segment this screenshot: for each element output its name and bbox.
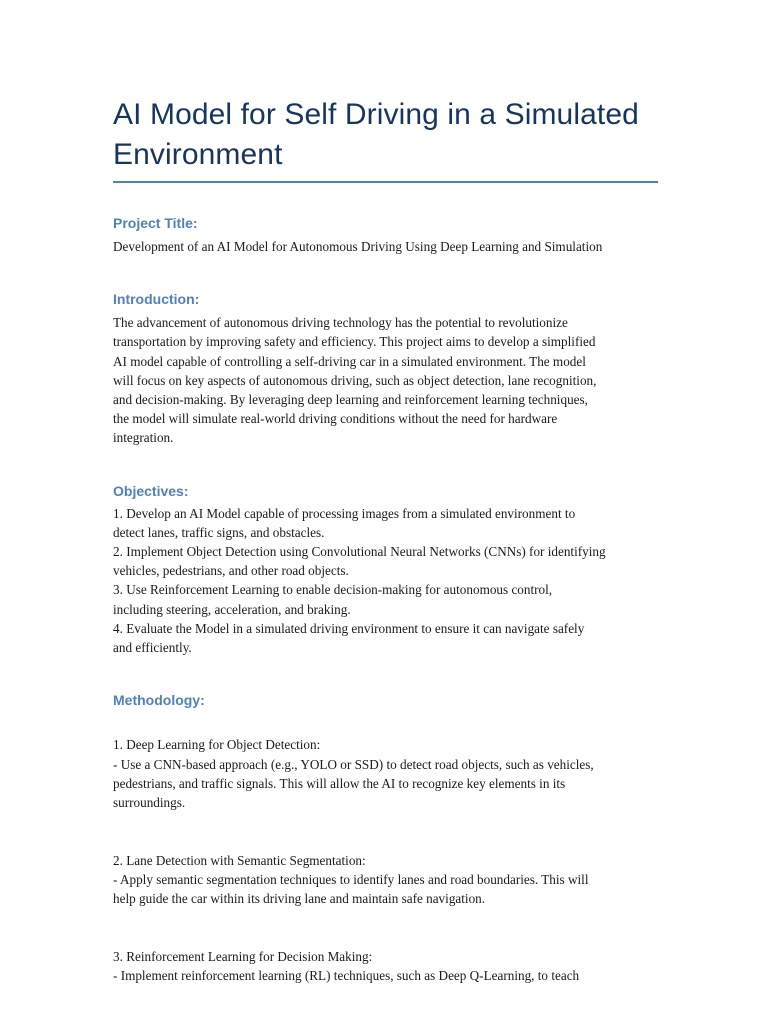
objectives-heading: Objectives: xyxy=(113,482,189,499)
document-page xyxy=(113,95,658,1004)
document-title: AI Model for Self Driving in a Simulated Environment xyxy=(113,98,639,171)
methodology-item: 3. Reinforcement Learning for Decision Making: - Implement reinforcement learning (RL) techniques, such as Deep Q-Learning, to teach xyxy=(113,948,580,983)
methodology-item: 2. Lane Detection with Semantic Segmentation: - Apply semantic segmentation techniques to identify lanes and road boundaries. This will help guide the car within its driving lane and maintain safe navigation. xyxy=(113,852,589,907)
methodology-heading: Methodology: xyxy=(113,692,205,709)
introduction-section xyxy=(113,290,658,447)
methodology-item: 1. Deep Learning for Object Detection: - Use a CNN-based approach (e.g., YOLO or SSD) to detect road objects, such as vehicles, pedestrians, and traffic signals. This will allow the AI to recognize key elements in its surroundings. xyxy=(113,737,594,811)
methodology-list xyxy=(113,713,658,1004)
objectives-section xyxy=(113,482,658,658)
project-title-text: Development of an AI Model for Autonomous Driving Using Deep Learning and Simulation xyxy=(113,239,603,254)
methodology-section xyxy=(113,691,658,1004)
objectives-list: 1. Develop an AI Model capable of processing images from a simulated environment to detect lanes, traffic signs, and obstacles. 2. Implement Object Detection using Convolutional Neural Networks (CNNs) for identifying vehicles, pedestrians, and other road objects. 3. Use Reinforcement Learning to enable decision-making for autonomous control, including steering, acceleration, and braking. 4. Evaluate the Model in a simulated driving environment to ensure it can navigate safely and efficiently. xyxy=(113,505,606,656)
title-underline xyxy=(113,181,658,183)
project-title-section xyxy=(113,214,658,256)
project-title-heading: Project Title: xyxy=(113,215,198,231)
introduction-heading: Introduction: xyxy=(113,291,200,308)
introduction-text: The advancement of autonomous driving technology has the potential to revolutionize transportation by improving safety and efficiency. This project aims to develop a simplified AI model capable of controlling a self-driving car in a simulated environment. The model will focus on key aspects of autonomous driving, such as object detection, lane recognition, and decision-making. By leveraging deep learning and reinforcement learning techniques, the model will simulate real-world driving conditions without the need for hardware integration. xyxy=(113,315,597,446)
